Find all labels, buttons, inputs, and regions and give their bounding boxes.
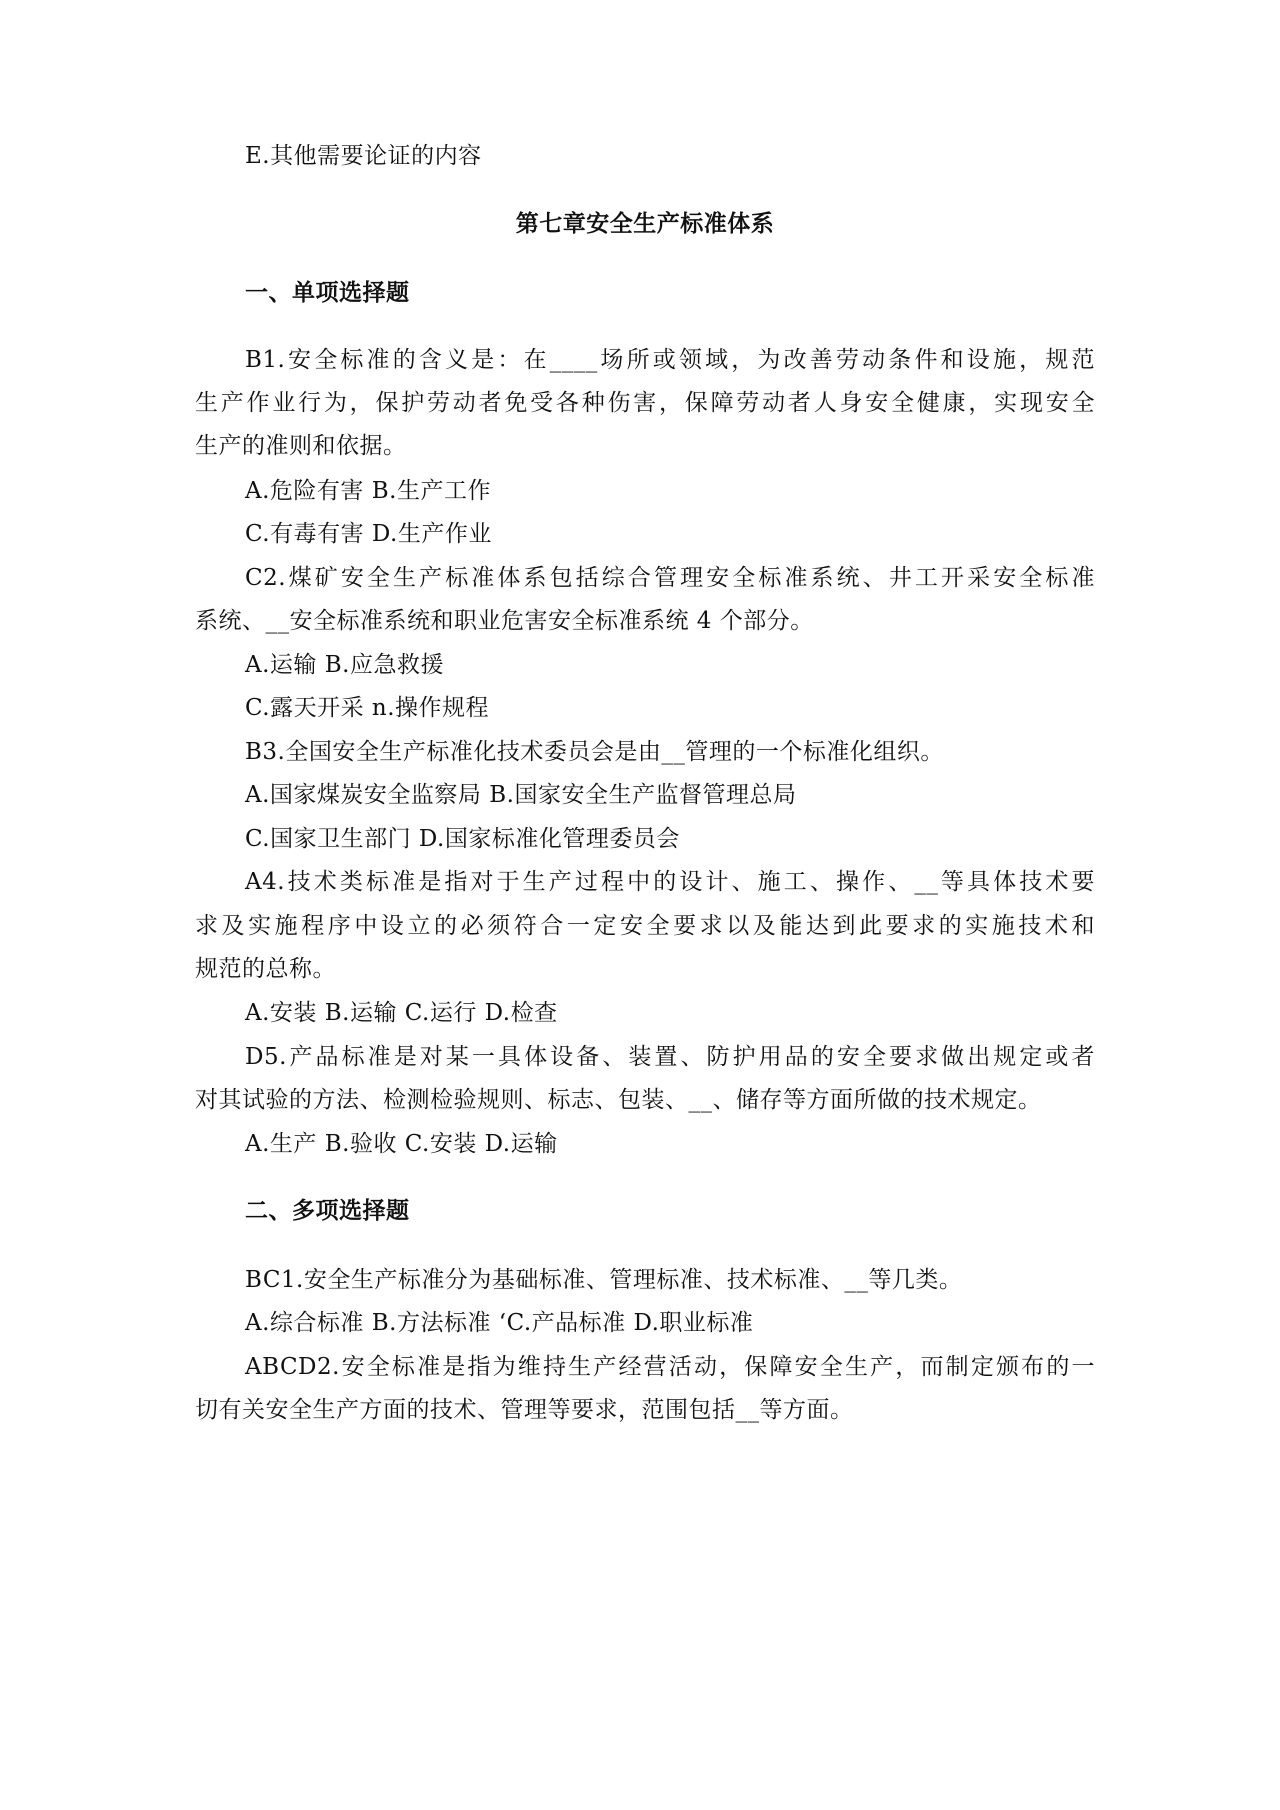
- section-heading-single-choice: 一、单项选择题: [245, 280, 410, 306]
- question-text: 对其试验的方法、检测检验规则、标志、包装、__、储存等方面所做的技术规定。: [195, 1087, 1042, 1113]
- question-text: C2.煤矿安全生产标准体系包括综合管理安全标准系统、井工开采安全标准: [245, 565, 1095, 591]
- question-text: 求及实施程序中设立的必须符合一定安全要求以及能达到此要求的实施技术和: [195, 913, 1095, 939]
- question-text: 生产的准则和依据。: [195, 433, 407, 459]
- intro-item: E.其他需要论证的内容: [245, 143, 482, 169]
- answer-options: A.危险有害 B.生产工作: [245, 478, 491, 504]
- question-text: 切有关安全生产方面的技术、管理等要求，范围包括__等方面。: [195, 1397, 854, 1423]
- section-heading-multiple-choice: 二、多项选择题: [245, 1198, 410, 1224]
- question-text: 生产作业行为，保护劳动者免受各种伤害，保障劳动者人身安全健康，实现安全: [195, 390, 1095, 416]
- answer-options: A.生产 B.验收 C.安装 D.运输: [245, 1131, 558, 1157]
- question-text: B3.全国安全生产标准化技术委员会是由__管理的一个标准化组织。: [245, 739, 944, 765]
- answer-options: A.安装 B.运输 C.运行 D.检查: [245, 1000, 558, 1026]
- question-text: BC1.安全生产标准分为基础标准、管理标准、技术标准、__等几类。: [245, 1267, 963, 1293]
- answer-options: A.综合标准 B.方法标准 ‘C.产品标准 D.职业标准: [245, 1310, 754, 1336]
- answer-options: C.有毒有害 D.生产作业: [245, 521, 492, 547]
- question-text: 系统、__安全标准系统和职业危害安全标准系统 4 个部分。: [195, 608, 814, 634]
- document-page: [195, 0, 1095, 1810]
- answer-options: C.国家卫生部门 D.国家标准化管理委员会: [245, 826, 680, 852]
- question-text: D5.产品标准是对某一具体设备、装置、防护用品的安全要求做出规定或者: [245, 1044, 1095, 1070]
- answer-options: A.国家煤炭安全监察局 B.国家安全生产监督管理总局: [245, 782, 797, 808]
- answer-options: A.运输 B.应急救援: [245, 652, 444, 678]
- answer-options: C.露天开采 n.操作规程: [245, 695, 490, 721]
- question-text: ABCD2.安全标准是指为维持生产经营活动，保障安全生产，而制定颁布的一: [245, 1354, 1095, 1380]
- question-text: 规范的总称。: [195, 956, 336, 982]
- question-text: A4.技术类标准是指对于生产过程中的设计、施工、操作、__等具体技术要: [245, 869, 1095, 895]
- chapter-title: 第七章安全生产标准体系: [515, 211, 775, 237]
- question-text: B1.安全标准的含义是：在____场所或领域，为改善劳动条件和设施，规范: [245, 347, 1095, 373]
